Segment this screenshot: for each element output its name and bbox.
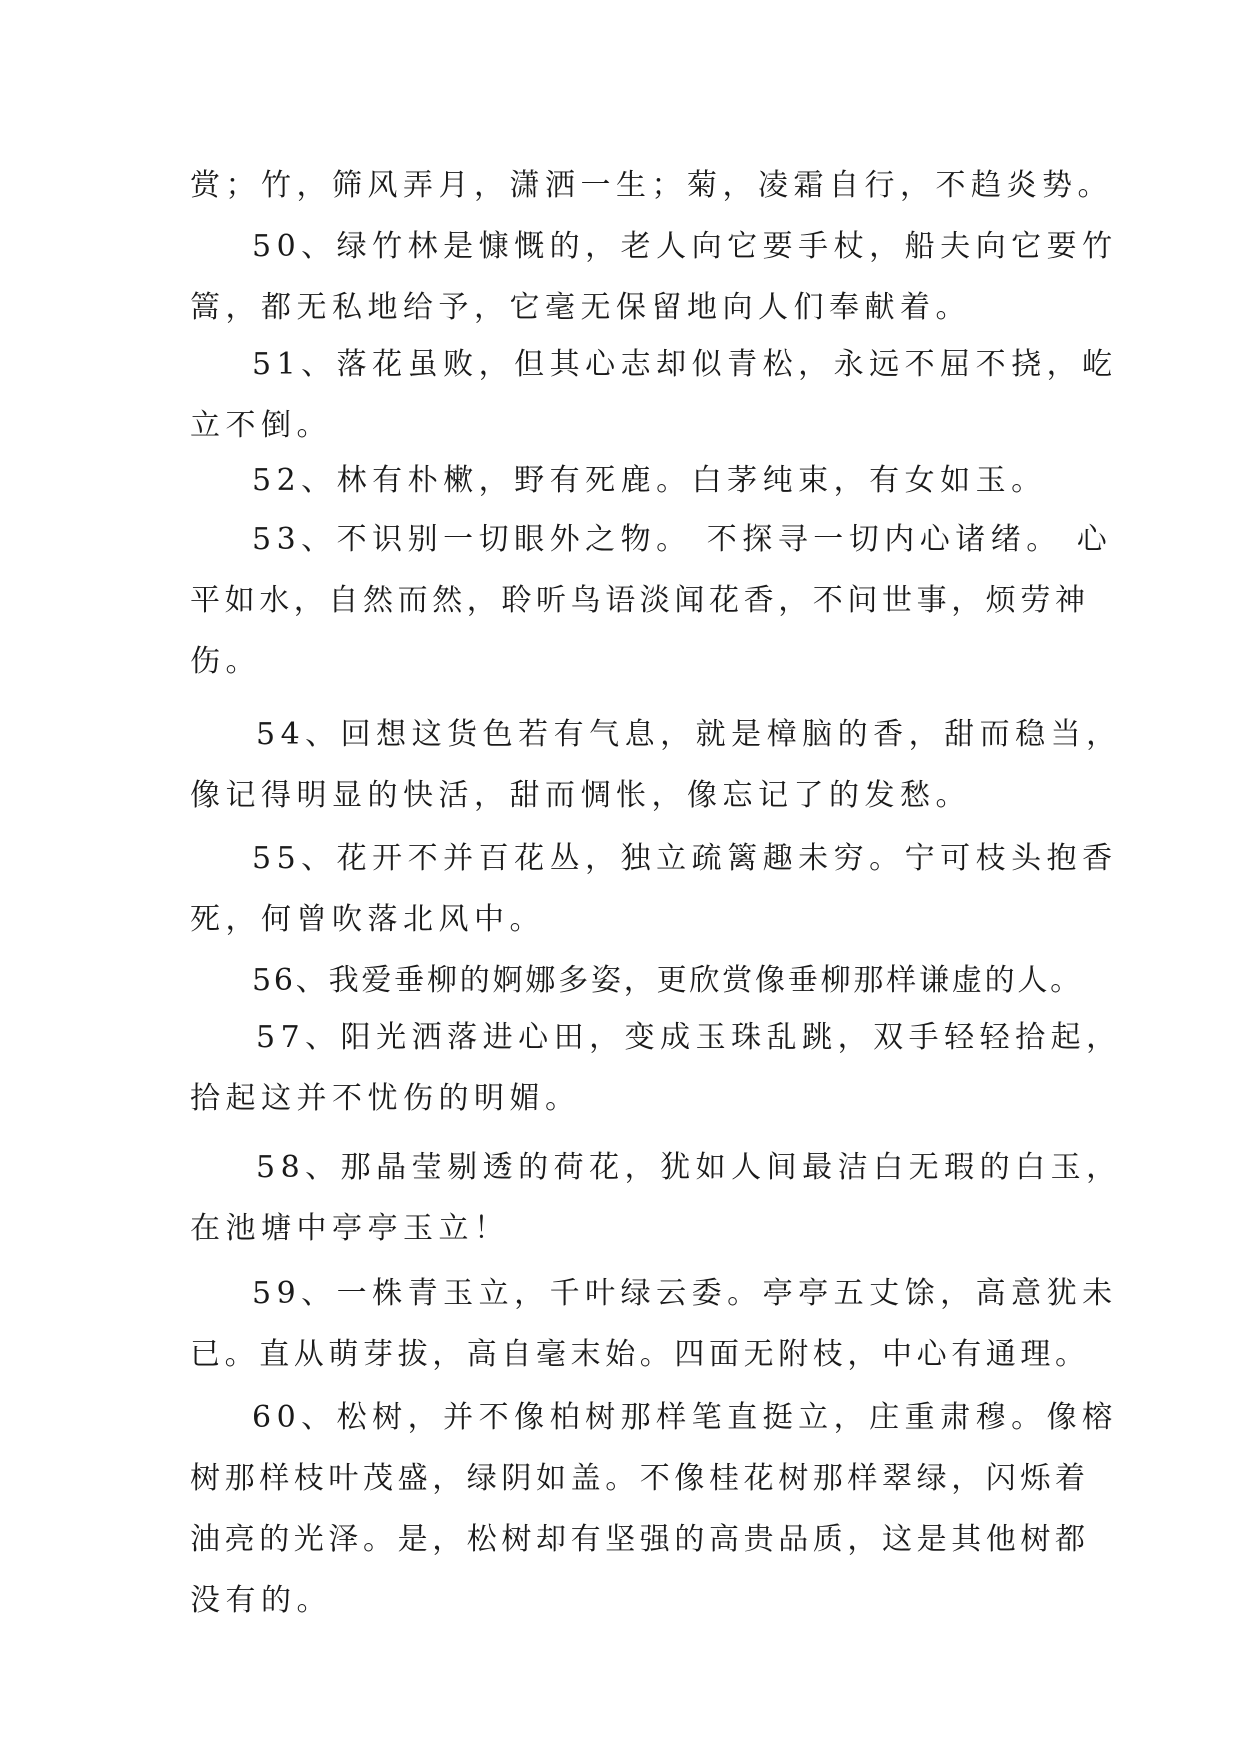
paragraph-58-line-2: 在池塘中亭亭玉立！ [190, 1211, 510, 1246]
document-body [190, 155, 1122, 1631]
paragraph-54-line-1: 54、回想这货色若有气息，就是樟脑的香，甜而稳当， [256, 717, 1122, 752]
paragraph-54-line-2: 像记得明显的快活，甜而惆怅，像忘记了的发愁。 [190, 778, 971, 813]
paragraph-58-line-1: 58、那晶莹剔透的荷花，犹如人间最洁白无瑕的白玉， [256, 1150, 1122, 1185]
paragraph-51-line-2: 立不倒。 [190, 408, 332, 443]
paragraph-57-line-2: 拾起这并不忧伤的明媚。 [190, 1081, 581, 1116]
paragraph-56: 56、我爱垂柳的婀娜多姿，更欣赏像垂柳那样谦虚的人。 [252, 963, 1083, 998]
paragraph-50-line-2: 篙，都无私地给予，它毫无保留地向人们奉献着。 [190, 290, 971, 325]
paragraph-60-line-4: 没有的。 [190, 1583, 332, 1618]
paragraph-55-line-2: 死，何曾吹落北风中。 [190, 902, 545, 937]
paragraph-57-line-1: 57、阳光洒落进心田，变成玉珠乱跳，双手轻轻拾起， [256, 1020, 1122, 1055]
paragraph-59-line-1: 59、一株青玉立，千叶绿云委。亭亭五丈馀，高意犹未 [252, 1276, 1118, 1311]
paragraph-53-line-3: 伤。 [190, 644, 261, 679]
paragraph-51-line-1: 51、落花虽败，但其心志却似青松，永远不屈不挠，屹 [252, 347, 1118, 382]
paragraph-60-line-2: 树那样枝叶茂盛，绿阴如盖。不像桂花树那样翠绿，闪烁着 [190, 1461, 1090, 1496]
paragraph-53-line-1: 53、不识别一切眼外之物。 不探寻一切内心诸绪。 心 [252, 522, 1113, 557]
paragraph-52: 52、林有朴樕，野有死鹿。白茅纯束，有女如玉。 [252, 463, 1047, 498]
paragraph-53-line-2: 平如水，自然而然，聆听鸟语淡闻花香，不问世事，烦劳神 [190, 583, 1090, 618]
paragraph-59-line-2: 已。直从萌芽拔，高自毫末始。四面无附枝，中心有通理。 [190, 1337, 1090, 1372]
paragraph-55-line-1: 55、花开不并百花丛，独立疏篱趣未穷。宁可枝头抱香 [252, 841, 1118, 876]
paragraph-60-line-1: 60、松树，并不像柏树那样笔直挺立，庄重肃穆。像榕 [252, 1400, 1118, 1435]
paragraph-60-line-3: 油亮的光泽。是，松树却有坚强的高贵品质，这是其他树都 [190, 1522, 1090, 1557]
paragraph-49-line-2: 赏；竹，筛风弄月，潇洒一生；菊，凌霜自行，不趋炎势。 [190, 168, 1113, 203]
paragraph-50-line-1: 50、绿竹林是慷慨的，老人向它要手杖，船夫向它要竹 [252, 229, 1118, 264]
